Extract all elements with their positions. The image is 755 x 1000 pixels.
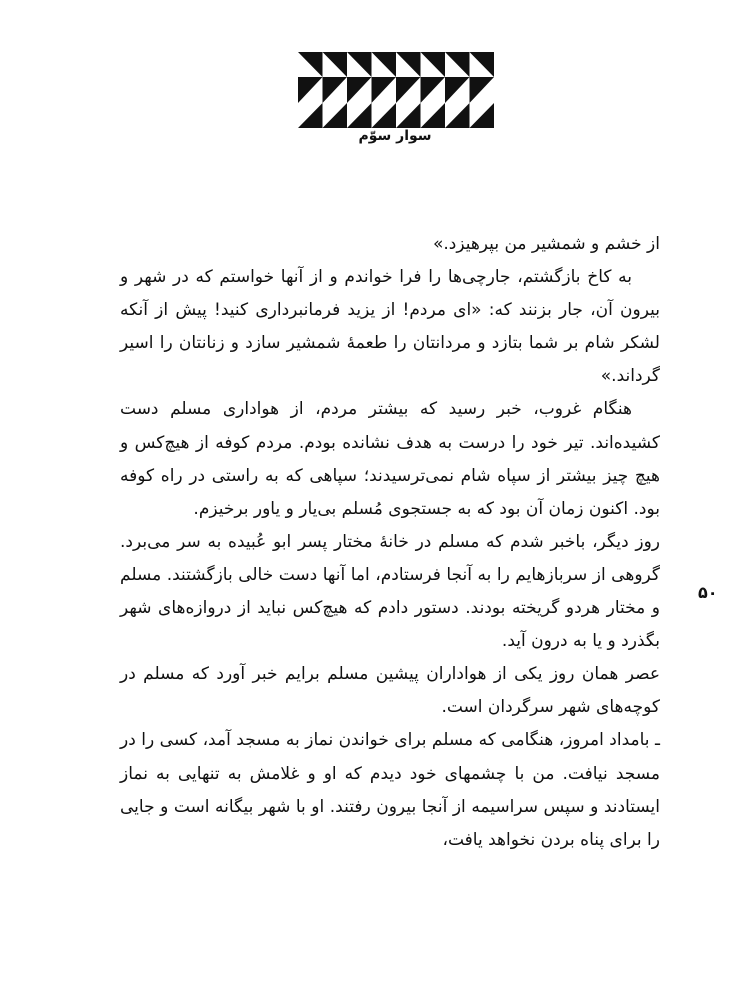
body-text xyxy=(120,228,660,857)
paragraph: عصر همان روز یکی از هواداران پیشین مسلم برایم خبر آورد که مسلم در کوچه‌های شهر سرگردان است. xyxy=(120,664,660,718)
paragraph: ـ بامداد امروز، هنگامی که مسلم برای خواندن نماز به مسجد آمد، کسی را در مسجد نیافت. من با چشمهای خود دیدم که او و غلامش به تنهایی به نماز ایستادند و سپس سراسیمه از آنجا بیرون رفتند. او با شهر بیگانه است و جایی را برای پناه بردن نخواهد یافت، xyxy=(120,730,660,850)
paragraph: از خشم و شمشیر من بپرهیزد.» xyxy=(432,234,660,254)
page-number: ۵۰ xyxy=(698,583,718,602)
paragraph: هنگام غروب، خبر رسید که بیشتر مردم، از هواداری مسلم دست کشیده‌اند. تیر خود را درست به هدف نشانده بودم. مردم کوفه از هیچ‌کس و هیچ چیز بیشتر از سپاه شام نمی‌ترسیدند؛ سپاهی که به راستی در راه کوفه بود. اکنون زمان آن بود که به جستجوی مُسلم بی‌یار و یاور برخیزم. xyxy=(120,399,660,519)
paragraph: روز دیگر، باخبر شدم که مسلم در خانهٔ مختار پسر ابو عُبیده به سر می‌برد. گروهی از سربازهایم را به آنجا فرستادم، اما آنها دست خالی بازگشتند. مسلم و مختار هردو گریخته بودند. دستور دادم که هیچ‌کس نباید از دروازه‌های شهر بگذرد و یا به درون آید. xyxy=(120,531,660,652)
chapter-title: سوار سوّم xyxy=(358,128,432,144)
triangle-ornament-icon xyxy=(298,52,494,128)
paragraph: به کاخ بازگشتم، جارچی‌ها را فرا خواندم و از آنها خواستم که در شهر و بیرون آن، جار بزنند که: «ای مردم! از یزید فرمانبرداری کنید! پیش از آنکه لشکر شام بر شما بتازد و مردانتان را طعمهٔ شمشیر سازد و زنانتان را اسیر گرداند.» xyxy=(120,267,660,387)
